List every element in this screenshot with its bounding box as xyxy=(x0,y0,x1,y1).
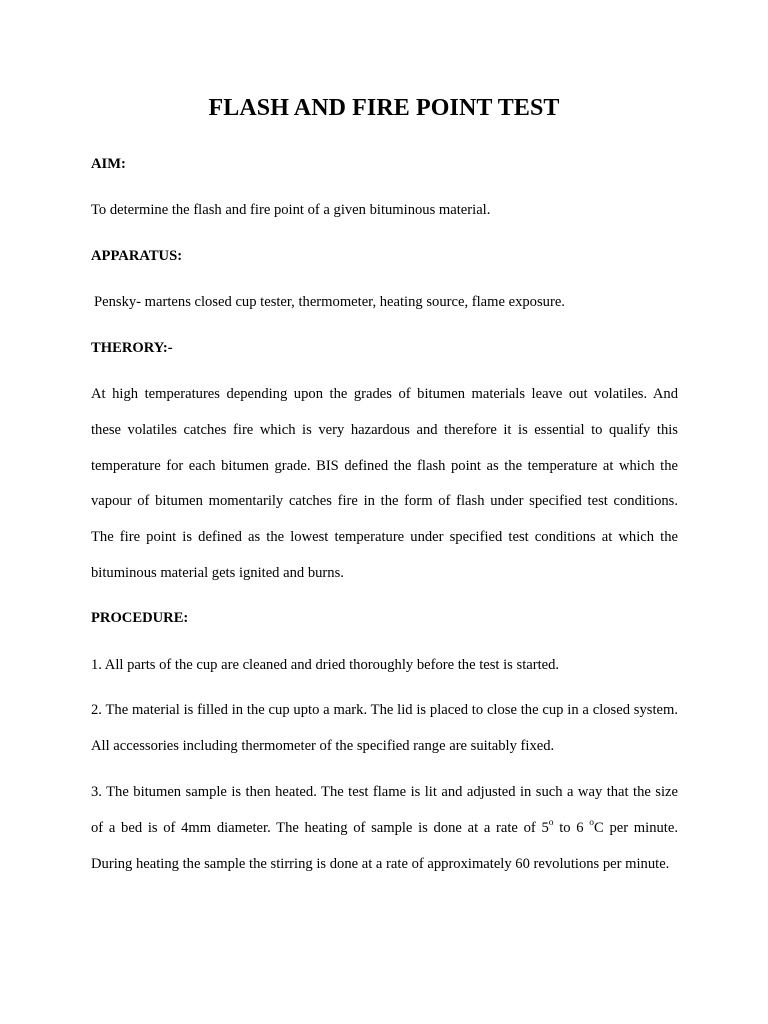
procedure-step-2-line: All accessories including thermometer of the specified range are suitably fixed. xyxy=(91,738,555,754)
theory-line: these volatiles catches fire which is very hazardous and therefore it is essential to qualify this xyxy=(91,422,678,438)
theory-line: bituminous material gets ignited and burns. xyxy=(91,565,344,581)
procedure-step-2-line: 2. The material is filled in the cup upto a mark. The lid is placed to close the cup in a closed system. xyxy=(91,702,678,718)
theory-line: At high temperatures depending upon the grades of bitumen materials leave out volatiles. And xyxy=(91,386,678,402)
apparatus-text: Pensky- martens closed cup tester, thermometer, heating source, flame exposure. xyxy=(94,294,565,310)
document-title: FLASH AND FIRE POINT TEST xyxy=(208,95,560,121)
theory-line: vapour of bitumen momentarily catches fire in the form of flash under specified test conditions. xyxy=(91,493,678,509)
procedure-step-3-line xyxy=(91,818,678,838)
step-3-text: of a bed is of 4mm diameter. The heating of sample is done at a rate of 5 xyxy=(91,820,549,836)
procedure-step-3-line: 3. The bitumen sample is then heated. The test flame is lit and adjusted in such a way that the size xyxy=(91,784,678,800)
apparatus-heading: APPARATUS: xyxy=(91,248,183,264)
degree-superscript: o xyxy=(589,818,595,829)
theory-line: temperature for each bitumen grade. BIS defined the flash point as the temperature at which the xyxy=(91,458,678,474)
step-3-text: C per minute. xyxy=(594,820,678,836)
procedure-step-3-line: During heating the sample the stirring is done at a rate of approximately 60 revolutions per minute. xyxy=(91,856,670,872)
theory-heading: THERORY:- xyxy=(91,340,173,356)
aim-heading: AIM: xyxy=(91,156,126,172)
degree-superscript: o xyxy=(548,818,554,829)
procedure-heading: PROCEDURE: xyxy=(91,610,189,626)
aim-text: To determine the flash and fire point of a given bituminous material. xyxy=(91,202,491,218)
step-3-text: to 6 xyxy=(553,820,590,836)
procedure-step-1: 1. All parts of the cup are cleaned and dried thoroughly before the test is started. xyxy=(91,657,560,673)
theory-line: The fire point is defined as the lowest temperature under specified test conditions at which the xyxy=(91,529,678,545)
